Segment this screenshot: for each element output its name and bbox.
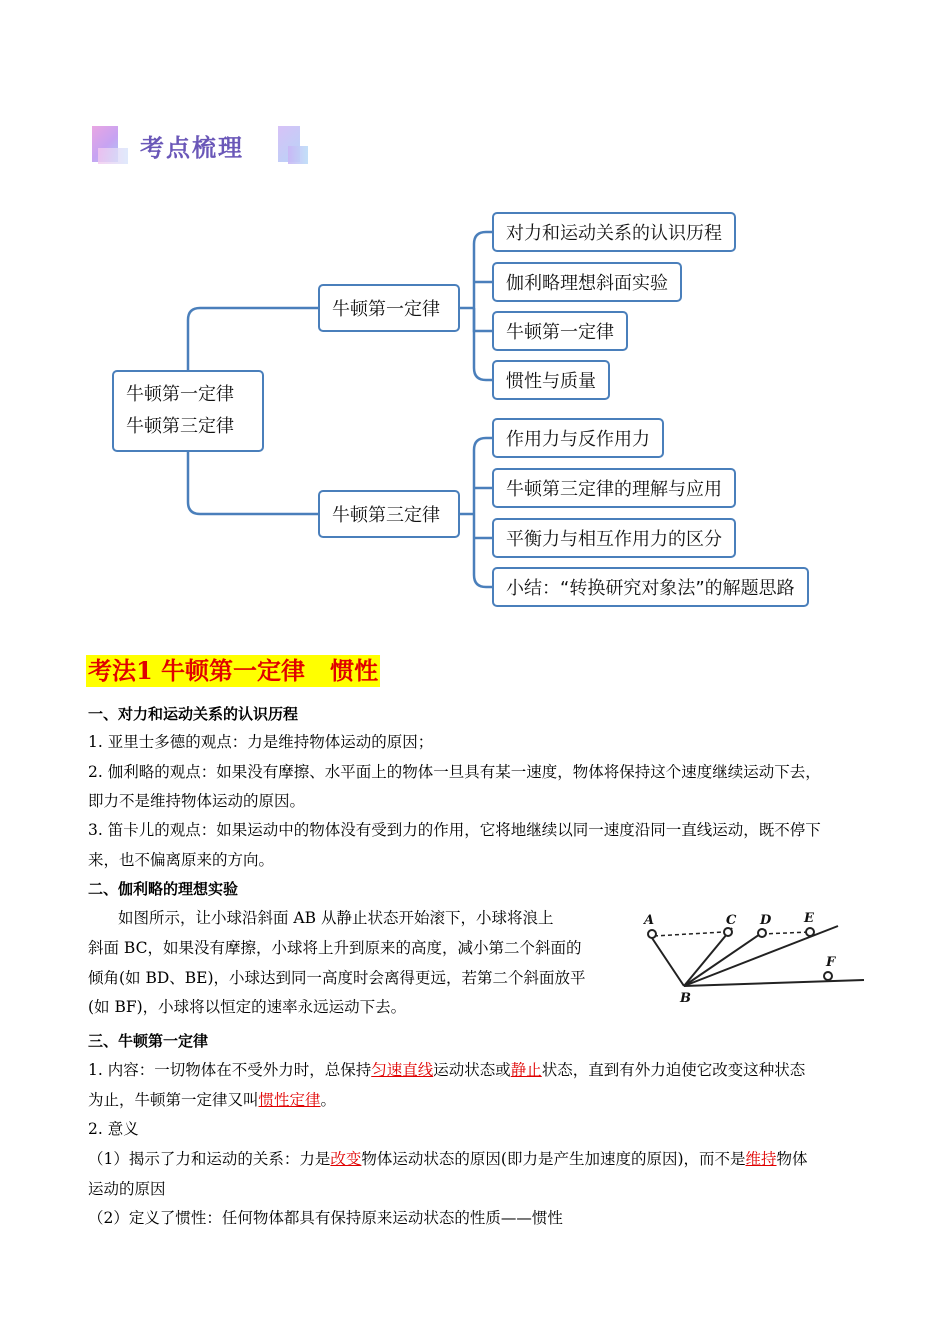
section-title: 考法1 牛顿第一定律 惯性 — [88, 656, 379, 685]
ball-D — [758, 929, 766, 937]
paragraph-descartes-line2: 来，也不偏离原来的方向。 — [88, 851, 275, 869]
text-segment: 为止，牛顿第一定律又叫 — [88, 1091, 259, 1109]
paragraph-descartes-line1: 3. 笛卡儿的观点：如果运动中的物体没有受到力的作用，它将地继续以同一速度沿同一直线运动，既不停下 — [88, 821, 821, 839]
galileo-text-line3: 倾角(如 BD、BE)，小球达到同一高度时会离得更远，若第二个斜面放平 — [88, 969, 586, 987]
law-content-line1 — [88, 1058, 805, 1082]
significance-1-line1 — [88, 1147, 808, 1171]
text-segment: 。 — [320, 1091, 337, 1109]
slope-BF — [684, 980, 864, 986]
label-D: D — [760, 913, 772, 928]
connector-root-branch2 — [188, 452, 320, 514]
heading-force-motion-history: 一、对力和运动关系的认识历程 — [88, 705, 299, 723]
key-term-inertia-law: 惯性定律 — [258, 1091, 321, 1109]
heading-galileo-ideal-experiment: 二、伽利略的理想实验 — [88, 880, 239, 898]
leaf-force-motion-history: 对力和运动关系的认识历程 — [492, 212, 736, 252]
ball-F — [824, 972, 832, 980]
text-segment: （1）揭示了力和运动的关系：力是 — [88, 1150, 331, 1168]
label-B: B — [680, 991, 691, 1006]
label-A: A — [644, 913, 655, 928]
leaf-inertia-mass: 惯性与质量 — [492, 360, 610, 400]
root-line-1: 牛顿第一定律 — [126, 384, 234, 405]
galileo-text-line4: (如 BF)，小球将以恒定的速率永远运动下去。 — [88, 998, 407, 1016]
paragraph-galileo-line2: 即力不是维持物体运动的原因。 — [88, 792, 306, 810]
law-content-line2 — [88, 1088, 336, 1112]
text-segment: 状态，直到有外力迫使它改变这种状态 — [541, 1061, 806, 1079]
root-line-2: 牛顿第三定律 — [126, 416, 234, 437]
paragraph-aristotle: 1. 亚里士多德的观点：力是维持物体运动的原因； — [88, 733, 434, 751]
ball-A — [648, 930, 656, 938]
leaf-newton-first-law: 牛顿第一定律 — [492, 311, 628, 351]
label-C: C — [726, 913, 737, 928]
leaf-third-law-application: 牛顿第三定律的理解与应用 — [492, 468, 736, 508]
text-segment: 物体 — [776, 1150, 808, 1168]
mindmap-root-node — [112, 370, 264, 452]
mind-map-connectors — [0, 0, 950, 640]
heading-newton-first-law: 三、牛顿第一定律 — [88, 1032, 209, 1050]
key-term-uniform-motion: 匀速直线 — [371, 1061, 434, 1079]
connector-root-branch1 — [188, 308, 320, 370]
inclined-plane-figure — [628, 910, 868, 1006]
galileo-text-line2: 斜面 BC，如果没有摩擦，小球将上升到原来的高度，减小第二个斜面的 — [88, 939, 582, 957]
significance-1-line2: 运动的原因 — [88, 1180, 166, 1198]
paragraph-galileo-line1: 2. 伽利略的观点：如果没有摩擦、水平面上的物体一旦具有某一速度，物体将保持这个速度继续运动下去， — [88, 763, 821, 781]
banner-title: 考点梳理 — [140, 134, 244, 162]
label-E: E — [804, 911, 814, 926]
text-segment: 运动状态或 — [433, 1061, 511, 1079]
significance-2: （2）定义了惯性：任何物体都具有保持原来运动状态的性质——惯性 — [88, 1209, 563, 1227]
key-term-maintain: 维持 — [745, 1150, 777, 1168]
text-segment: 1. 内容：一切物体在不受外力时，总保持 — [88, 1061, 372, 1079]
galileo-text-line1: 如图所示，让小球沿斜面 AB 从静止状态开始滚下，小球将浪上 — [118, 909, 554, 927]
branch-newton-third: 牛顿第三定律 — [318, 490, 460, 538]
slope-AB — [648, 932, 684, 986]
leaf-action-reaction: 作用力与反作用力 — [492, 418, 664, 458]
key-term-change: 改变 — [330, 1150, 362, 1168]
branch-newton-first: 牛顿第一定律 — [318, 284, 460, 332]
leaf-galileo-experiment: 伽利略理想斜面实验 — [492, 262, 682, 302]
mind-map — [0, 0, 950, 640]
ball-C — [724, 928, 732, 936]
leaf-summary-method: 小结：“转换研究对象法”的解题思路 — [492, 567, 809, 607]
significance-heading: 2. 意义 — [88, 1120, 139, 1138]
leaf-balance-vs-interaction: 平衡力与相互作用力的区分 — [492, 518, 736, 558]
key-term-rest: 静止 — [510, 1061, 542, 1079]
text-segment: 物体运动状态的原因(即力是产生加速度的原因)，而不是 — [361, 1150, 746, 1168]
label-F: F — [826, 955, 836, 970]
ball-E — [806, 928, 814, 936]
height-line — [654, 932, 724, 936]
